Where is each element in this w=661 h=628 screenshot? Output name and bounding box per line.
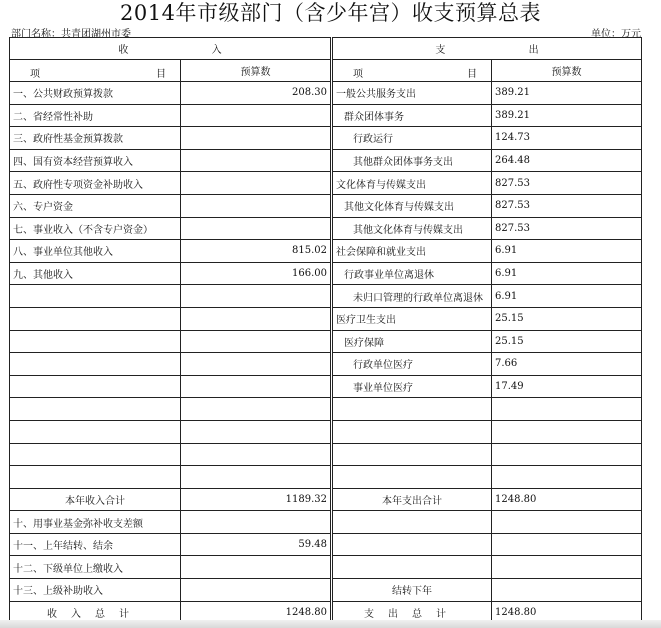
expense-amount: 6.91 (492, 285, 642, 308)
expense-amount: 827.53 (492, 172, 642, 195)
expense-amount (492, 556, 642, 579)
income-amount: 208.30 (181, 82, 332, 105)
expense-item: 其他文化体育与传媒支出 (332, 217, 492, 240)
year-total-row (10, 488, 642, 511)
income-amount (181, 149, 332, 172)
expense-amount: 124.73 (492, 127, 642, 150)
income-item (10, 443, 181, 466)
expense-item: 群众团体事务 (332, 104, 492, 127)
table-row (10, 353, 642, 376)
expense-amount (492, 579, 642, 602)
expense-item: 社会保障和就业支出 (332, 240, 492, 263)
income-item (10, 420, 181, 443)
expense-amount: 827.53 (492, 194, 642, 217)
table-row (10, 330, 642, 353)
year-income-total-amount: 1189.32 (181, 488, 332, 511)
expense-item (332, 556, 492, 579)
grand-expense-total-label: 支出总计 (332, 601, 492, 624)
expense-item (332, 443, 492, 466)
income-amount (181, 398, 332, 421)
year-income-total-label: 本年收入合计 (10, 488, 181, 511)
expense-item: 行政事业单位离退休 (332, 262, 492, 285)
income-budget-header: 预算数 (181, 60, 332, 82)
page-title: 2014年市级部门（含少年宫）收支预算总表 (120, 1, 541, 25)
expense-amount: 827.53 (492, 217, 642, 240)
expense-item (332, 533, 492, 556)
grand-expense-total-amount: 1248.80 (492, 601, 642, 624)
year-expense-total-amount: 1248.80 (492, 488, 642, 511)
expense-amount: 25.15 (492, 307, 642, 330)
expense-budget-header: 预算数 (492, 60, 642, 82)
table-row (10, 149, 642, 172)
income-amount (181, 330, 332, 353)
income-amount (181, 127, 332, 150)
table-row (10, 579, 642, 602)
expense-amount: 389.21 (492, 104, 642, 127)
income-amount (181, 104, 332, 127)
table-row (10, 82, 642, 105)
expense-item (332, 398, 492, 421)
expense-item-header: 项 目 (332, 60, 492, 82)
unit-label: 单位：万元 (591, 29, 641, 40)
table-row (10, 443, 642, 466)
income-amount (181, 443, 332, 466)
expense-amount (492, 466, 642, 489)
table-row (10, 307, 642, 330)
income-item: 十、用事业基金弥补收支差额 (10, 511, 181, 534)
income-item (10, 285, 181, 308)
income-item (10, 353, 181, 376)
expense-item (332, 466, 492, 489)
income-amount (181, 466, 332, 489)
income-item: 三、政府性基金预算拨款 (10, 127, 181, 150)
income-item: 八、事业单位其他收入 (10, 240, 181, 263)
expense-item (332, 511, 492, 534)
window-bottom-edge (0, 620, 661, 628)
income-amount (181, 172, 332, 195)
table-row (10, 466, 642, 489)
expense-item: 行政单位医疗 (332, 353, 492, 376)
table-row (10, 533, 642, 556)
income-amount (181, 556, 332, 579)
expense-item: 其他文化体育与传媒支出 (332, 194, 492, 217)
table-row (10, 285, 642, 308)
expense-amount: 7.66 (492, 353, 642, 376)
expense-amount: 389.21 (492, 82, 642, 105)
department-name: 部门名称：共青团湖州市委 (11, 29, 131, 40)
expense-amount: 264.48 (492, 149, 642, 172)
income-item: 五、政府性专项资金补助收入 (10, 172, 181, 195)
table-row (10, 217, 642, 240)
income-item: 六、专户资金 (10, 194, 181, 217)
income-item (10, 375, 181, 398)
table-row (10, 127, 642, 150)
table-row (10, 262, 642, 285)
income-item-header: 项 目 (10, 60, 181, 82)
expense-item: 事业单位医疗 (332, 375, 492, 398)
expense-amount: 25.15 (492, 330, 642, 353)
grand-income-total-amount: 1248.80 (181, 601, 332, 624)
income-amount: 815.02 (181, 240, 332, 263)
expense-item: 文化体育与传媒支出 (332, 172, 492, 195)
column-header-row (10, 60, 642, 82)
year-expense-total-label: 本年支出合计 (332, 488, 492, 511)
income-item: 二、省经常性补助 (10, 104, 181, 127)
income-item: 十一、上年结转、结余 (10, 533, 181, 556)
table-row (10, 556, 642, 579)
income-amount: 59.48 (181, 533, 332, 556)
expense-amount (492, 511, 642, 534)
expense-amount: 17.49 (492, 375, 642, 398)
income-item (10, 466, 181, 489)
table-row (10, 398, 642, 421)
income-amount (181, 511, 332, 534)
expense-amount: 6.91 (492, 262, 642, 285)
section-header-row (10, 38, 642, 60)
expense-amount (492, 398, 642, 421)
table-row (10, 172, 642, 195)
income-item (10, 307, 181, 330)
income-item: 四、国有资本经营预算收入 (10, 149, 181, 172)
expense-item: 医疗保障 (332, 330, 492, 353)
expense-amount (492, 443, 642, 466)
expense-amount (492, 420, 642, 443)
income-amount (181, 375, 332, 398)
income-item: 一、公共财政预算拨款 (10, 82, 181, 105)
income-amount: 166.00 (181, 262, 332, 285)
income-amount (181, 285, 332, 308)
expense-amount (492, 533, 642, 556)
grand-income-total-label: 收入总计 (10, 601, 181, 624)
table-row (10, 375, 642, 398)
income-amount (181, 217, 332, 240)
income-item (10, 330, 181, 353)
income-amount (181, 420, 332, 443)
budget-table (9, 37, 642, 624)
table-row (10, 511, 642, 534)
expense-section-header: 支 出 (332, 38, 642, 60)
table-row (10, 240, 642, 263)
table-row (10, 104, 642, 127)
table-row (10, 420, 642, 443)
expense-item: 其他群众团体事务支出 (332, 149, 492, 172)
income-amount (181, 353, 332, 376)
expense-item: 未归口管理的行政单位离退休 (332, 285, 492, 308)
expense-item (332, 420, 492, 443)
income-section-header: 收 入 (10, 38, 332, 60)
income-item: 十三、上级补助收入 (10, 579, 181, 602)
expense-amount: 6.91 (492, 240, 642, 263)
expense-item: 一般公共服务支出 (332, 82, 492, 105)
income-amount (181, 194, 332, 217)
expense-item: 结转下年 (332, 579, 492, 602)
income-amount (181, 579, 332, 602)
expense-item: 行政运行 (332, 127, 492, 150)
income-amount (181, 307, 332, 330)
income-item: 十二、下级单位上缴收入 (10, 556, 181, 579)
table-row (10, 194, 642, 217)
income-item (10, 398, 181, 421)
income-item: 九、其他收入 (10, 262, 181, 285)
income-item: 七、事业收入（不含专户资金） (10, 217, 181, 240)
expense-item: 医疗卫生支出 (332, 307, 492, 330)
